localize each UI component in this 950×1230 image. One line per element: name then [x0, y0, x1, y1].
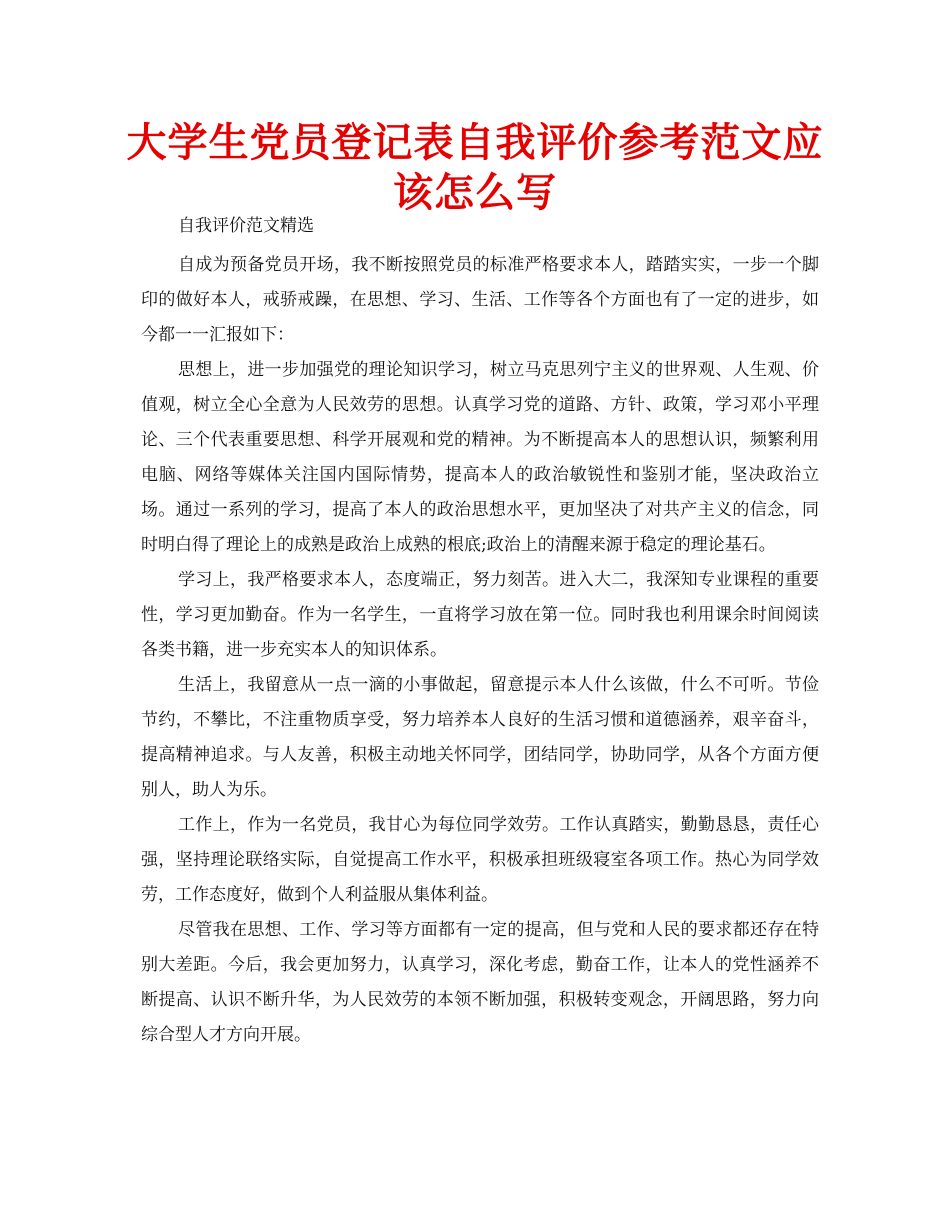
document-body: [141, 248, 819, 1053]
paragraph-intro: 自成为预备党员开场，我不断按照党员的标准严格要求本人，踏踏实实，一步一个脚印的做好本人，戒骄戒躁，在思想、学习、生活、工作等各个方面也有了一定的进步，如今都一一汇报如下：: [141, 255, 819, 345]
paragraph-study: 学习上，我严格要求本人，态度端正，努力刻苦。进入大二，我深知专业课程的重要性，学习更加勤奋。作为一名学生，一直将学习放在第一位。同时我也利用课余时间阅读各类书籍，进一步充实本人的知识体系。: [141, 570, 819, 660]
paragraph-work: 工作上，作为一名党员，我甘心为每位同学效劳。工作认真踏实，勤勤恳恳，责任心强，坚持理论联络实际，自觉提高工作水平，积极承担班级寝室各项工作。热心为同学效劳，工作态度好，做到个人利益服从集体利益。: [141, 815, 819, 905]
paragraph-thought: 思想上，进一步加强党的理论知识学习，树立马克思列宁主义的世界观、人生观、价值观，树立全心全意为人民效劳的思想。认真学习党的道路、方针、政策，学习邓小平理论、三个代表重要思想、科学开展观和党的精神。为不断提高本人的思想认识，频繁利用电脑、网络等媒体关注国内国际情势，提高本人的政治敏锐性和鉴别才能，坚决政治立场。通过一系列的学习，提高了本人的政治思想水平，更加坚决了对共产主义的信念，同时明白得了理论上的成熟是政治上成熟的根底;政治上的清醒来源于稳定的理论基石。: [141, 360, 819, 555]
document-subtitle: 自我评价范文精选: [178, 216, 314, 236]
paragraph-life: 生活上，我留意从一点一滴的小事做起，留意提示本人什么该做，什么不可听。节俭节约，不攀比，不注重物质享受，努力培养本人良好的生活习惯和道德涵养，艰辛奋斗，提高精神追求。与人友善，积极主动地关怀同学，团结同学，协助同学，从各个方面方便别人，助人为乐。: [141, 675, 819, 800]
document-title: 大学生党员登记表自我评价参考范文应该怎么写: [126, 119, 824, 216]
paragraph-conclusion: 尽管我在思想、工作、学习等方面都有一定的提高，但与党和人民的要求都还存在特别大差距。今后，我会更加努力，认真学习，深化考虑，勤奋工作，让本人的党性涵养不断提高、认识不断升华，为人民效劳的本领不断加强，积极转变观念，开阔思路，努力向综合型人才方向开展。: [141, 920, 819, 1045]
